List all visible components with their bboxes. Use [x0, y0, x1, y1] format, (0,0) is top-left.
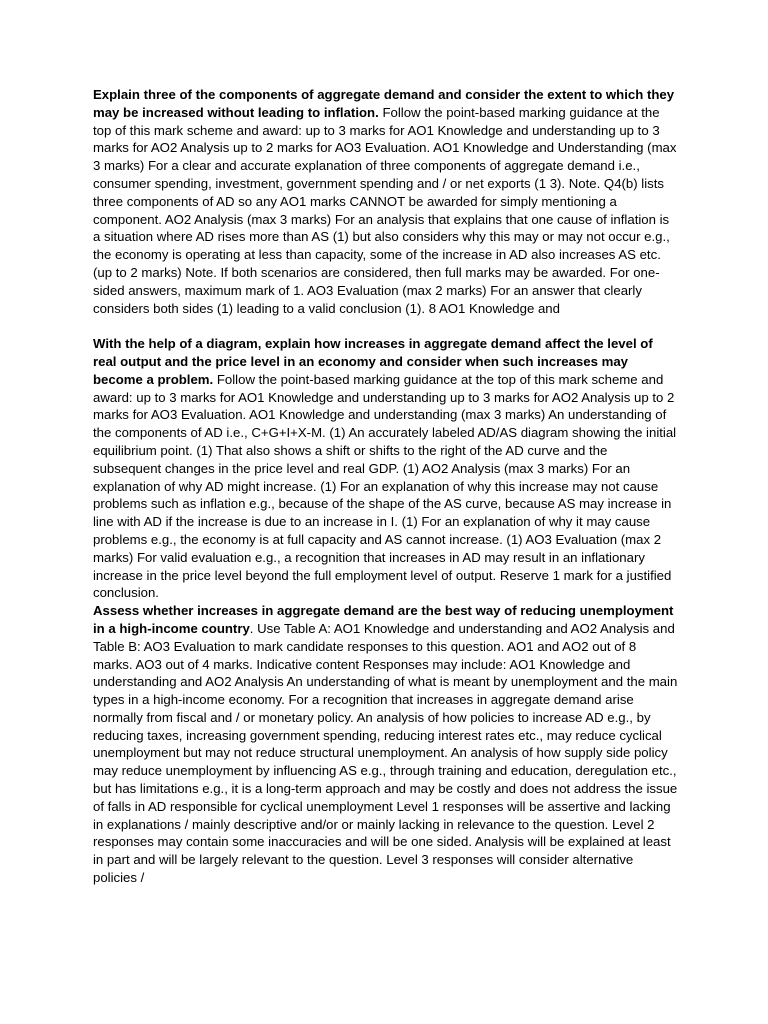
- document-page: [93, 86, 678, 887]
- section-3-body: . Use Table A: AO1 Knowledge and understanding and AO2 Analysis and Table B: AO3 Evaluation to mark candidate responses to this question. AO1 and AO2 out of 8 marks. AO3 out of 4 marks. Indicative content Responses may include: AO1 Knowledge and understanding and AO2 Analysis An understanding of what is meant by unemployment and the main types in a high-income economy. For a recognition that increases in aggregate demand arise normally from fiscal and / or monetary policy. An analysis of how policies to increase AD e.g., by reducing taxes, increasing government spending, reducing interest rates etc., may reduce cyclical unemployment but may not reduce structural unemployment. An analysis of how supply side policy may reduce unemployment by influencing AS e.g., through training and education, deregulation etc., but has limitations e.g., it is a long-term approach and may be costly and does not address the issue of falls in AD responsible for cyclical unemployment Level 1 responses will be assertive and lacking in explanations / mainly descriptive and/or or mainly lacking in relevance to the question. Level 2 responses may contain some inaccuracies and will be one sided. Analysis will be explained at least in part and will be largely relevant to the question. Level 3 responses will consider alternative policies /: [93, 620, 678, 886]
- section-2-question: With the help of a diagram, explain how increases in aggregate demand affect the level of real output and the price level in an economy and consider when such increases may become a problem.: [93, 336, 653, 387]
- section-1-body: Follow the point-based marking guidance at the top of this mark scheme and award: up to 3 marks for AO1 Knowledge and understanding up to 3 marks for AO2 Analysis up to 2 marks for AO3 Evaluation. AO1 Knowledge and Understanding (max 3 marks) For a clear and accurate explanation of three components of aggregate demand i.e., consumer spending, investment, government spending and / or net exports (1 3). Note. Q4(b) lists three components of AD so any AO1 marks CANNOT be awarded for simply mentioning a component. AO2 Analysis (max 3 marks) For an analysis that explains that one cause of inflation is a situation where AD rises more than AS (1) but also considers why this may or may not occur e.g., the economy is operating at less than capacity, some of the increase in AD also increases AS etc. (up to 2 marks) Note. If both scenarios are considered, then full marks may be awarded. For one-sided answers, maximum mark of 1. AO3 Evaluation (max 2 marks) For an answer that clearly considers both sides (1) leading to a valid conclusion (1). 8 AO1 Knowledge and: [93, 104, 677, 316]
- section-2-paragraph: [93, 335, 678, 602]
- section-3-paragraph: [93, 602, 678, 887]
- section-2-body: Follow the point-based marking guidance at the top of this mark scheme and award: up to 3 marks for AO1 Knowledge and understanding up to 3 marks for AO2 Analysis up to 2 marks for AO3 Evaluation. AO1 Knowledge and understanding (max 3 marks) An understanding of the components of AD i.e., C+G+I+X-M. (1) An accurately labeled AD/AS diagram showing the initial equilibrium point. (1) That also shows a shift or shifts to the right of the AD curve and the subsequent changes in the price level and real GDP. (1) AO2 Analysis (max 3 marks) For an explanation of why AD might increase. (1) For an explanation of why this increase may not cause problems such as inflation e.g., because of the shape of the AS curve, because AS may increase in line with AD if the increase is due to an increase in I. (1) For an explanation of why it may cause problems e.g., the economy is at full capacity and AS cannot increase. (1) AO3 Evaluation (max 2 marks) For valid evaluation e.g., a recognition that increases in AD may result in an inflationary increase in the price level beyond the full employment level of output. Reserve 1 mark for a justified conclusion.: [93, 371, 677, 601]
- section-1-paragraph: [93, 86, 678, 317]
- section-3-question: Assess whether increases in aggregate demand are the best way of reducing unemployment in a high-income country: [93, 603, 674, 636]
- section-1-question: Explain three of the components of aggregate demand and consider the extent to which they may be increased without leading to inflation.: [93, 87, 675, 120]
